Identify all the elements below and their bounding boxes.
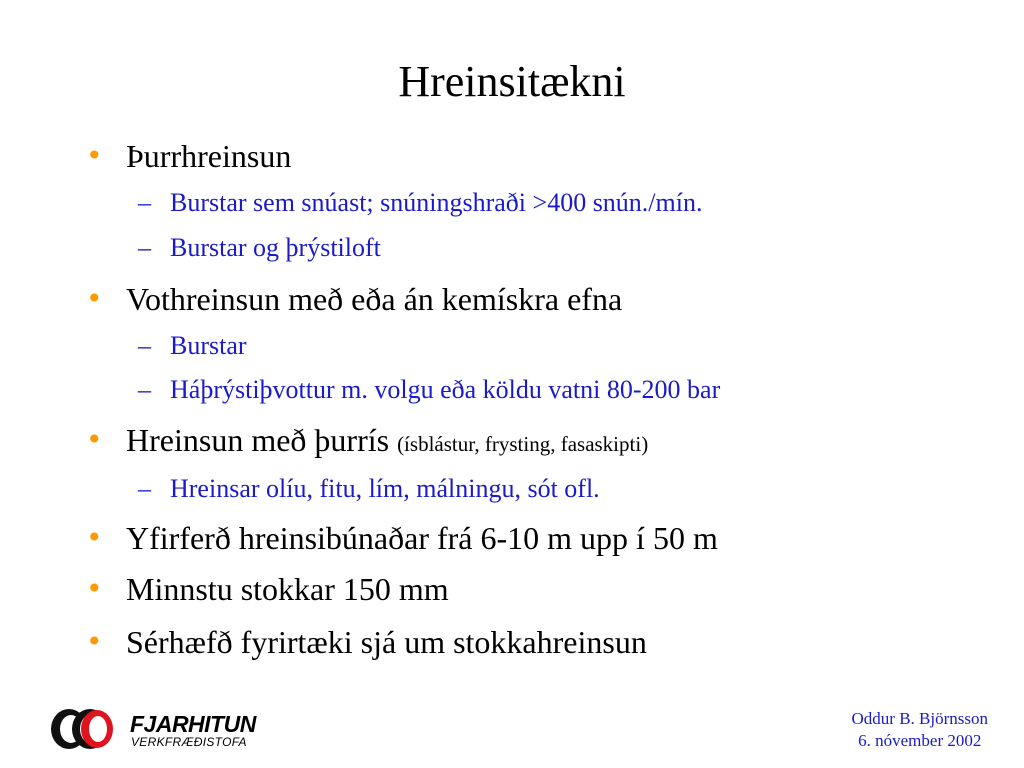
bullet-item	[86, 136, 292, 176]
slide-title: Hreinsitækni	[398, 57, 626, 106]
bullet-text: Sérhæfð fyrirtæki sjá um stokkahreinsun	[126, 624, 647, 660]
sub-bullet-dash: –	[138, 375, 151, 404]
sub-bullet-item	[138, 231, 381, 265]
sub-bullet-dash: –	[138, 233, 151, 262]
footer-date: 6. nóvember 2002	[858, 731, 982, 750]
bullet-dot: •	[86, 423, 103, 456]
bullet-item	[86, 622, 647, 662]
sub-bullet-text: Burstar sem snúast; snúningshraði >400 snún./mín.	[170, 188, 703, 217]
bullet-text: Þurrhreinsun	[126, 138, 292, 174]
bullet-text: Hreinsun með þurrís	[126, 422, 390, 458]
bullet-note: (ísblástur, frysting, fasaskipti)	[397, 432, 649, 456]
sub-bullet-text: Burstar	[170, 331, 247, 360]
sub-bullet-dash: –	[138, 474, 151, 503]
bullet-text: Yfirferð hreinsibúnaðar frá 6-10 m upp í 50 m	[126, 520, 718, 556]
bullet-item	[86, 420, 649, 464]
bullet-dot: •	[86, 572, 103, 605]
bullet-item	[86, 279, 623, 319]
bullet-dot: •	[86, 139, 103, 172]
sub-bullet-dash: –	[138, 188, 151, 217]
sub-bullet-item	[138, 472, 600, 506]
bullet-dot: •	[86, 625, 103, 658]
fjarhitun-logo-icon	[50, 706, 116, 752]
footer-author: Oddur B. Björnsson	[851, 709, 988, 728]
logo-subtitle: VERKFRÆÐISTOFA	[131, 735, 247, 749]
bullet-item	[86, 569, 449, 609]
sub-bullet-dash: –	[138, 331, 151, 360]
sub-bullet-item	[138, 329, 247, 363]
bullet-dot: •	[86, 282, 103, 315]
logo-name: FJARHITUN	[130, 711, 256, 737]
sub-bullet-item	[138, 186, 703, 220]
bullet-text: Minnstu stokkar 150 mm	[126, 571, 449, 607]
footer	[852, 708, 988, 752]
sub-bullet-text: Háþrýstiþvottur m. volgu eða köldu vatni 80-200 bar	[170, 375, 721, 404]
sub-bullet-text: Burstar og þrýstiloft	[170, 233, 381, 262]
company-logo	[50, 706, 290, 752]
bullet-text: Vothreinsun með eða án kemískra efna	[126, 281, 623, 317]
bullet-dot: •	[86, 521, 103, 554]
sub-bullet-text: Hreinsar olíu, fitu, lím, málningu, sót ofl.	[170, 474, 600, 503]
sub-bullet-item	[138, 373, 721, 407]
bullet-item	[86, 518, 718, 558]
